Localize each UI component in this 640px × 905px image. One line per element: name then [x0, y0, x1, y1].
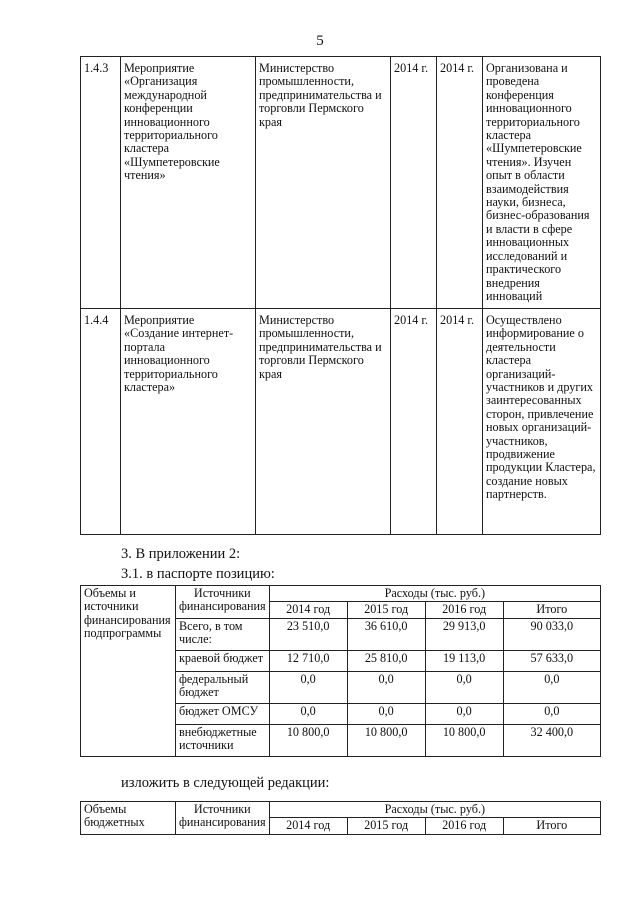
- measure-end: 2014 г.: [437, 309, 483, 535]
- source-cell: Всего, в том числе:: [176, 618, 270, 650]
- value-cell: 0,0: [269, 671, 347, 703]
- measure-event: Мероприятие «Организация международной конференции инновационного территориального кластера «Шумпетеровские чтения»: [121, 57, 256, 309]
- measure-start: 2014 г.: [391, 57, 437, 309]
- total-header: Итого: [503, 818, 600, 834]
- sources-header: Источники финансирования: [176, 802, 270, 835]
- measure-executor: Министерство промышленности, предпринимательства и торговли Пермского края: [256, 57, 391, 309]
- measures-table: [80, 56, 601, 535]
- table-row: [81, 57, 601, 309]
- expenses-header: Расходы (тыс. руб.): [269, 586, 600, 602]
- value-cell: 0,0: [347, 671, 425, 703]
- table-row: [81, 586, 601, 602]
- value-cell: 10 800,0: [269, 724, 347, 756]
- value-cell: 57 633,0: [503, 650, 600, 671]
- measure-event: Мероприятие «Создание интернет-портала инновационного территориального кластера»: [121, 309, 256, 535]
- measure-end: 2014 г.: [437, 57, 483, 309]
- measure-result: Осуществлено информирование о деятельности кластера организаций-участников и других заинтересованных сторон, привлечение новых организаций-участников, продвижение продукции Кластера, создание новых партнерств.: [483, 309, 601, 535]
- value-cell: 10 800,0: [347, 724, 425, 756]
- value-cell: 10 800,0: [425, 724, 503, 756]
- value-cell: 0,0: [503, 671, 600, 703]
- subsection-heading: 3.1. в паспорте позицию:: [121, 566, 275, 582]
- measure-number: 1.4.4: [81, 309, 121, 535]
- year-header: 2015 год: [347, 602, 425, 618]
- sources-header: Источники финансирования: [176, 586, 270, 619]
- value-cell: 36 610,0: [347, 618, 425, 650]
- measure-result: Организована и проведена конференция инновационного территориального кластера «Шумпетеровские чтения». Изучен опыт в области взаимодействия науки, бизнеса, бизнес-образования и власти в сфере инновационных исследований и практического внедрения инноваций: [483, 57, 601, 309]
- source-cell: бюджет ОМСУ: [176, 703, 270, 724]
- total-header: Итого: [503, 602, 600, 618]
- value-cell: 0,0: [347, 703, 425, 724]
- value-cell: 90 033,0: [503, 618, 600, 650]
- year-header: 2016 год: [425, 818, 503, 834]
- new-financing-table: [80, 801, 601, 835]
- source-cell: федеральный бюджет: [176, 671, 270, 703]
- measure-executor: Министерство промышленности, предпринимательства и торговли Пермского края: [256, 309, 391, 535]
- source-cell: внебюджетные источники: [176, 724, 270, 756]
- section-heading: 3. В приложении 2:: [121, 546, 241, 562]
- old-financing-table: [80, 585, 601, 757]
- page-number: 5: [316, 33, 324, 49]
- replace-instruction: изложить в следующей редакции:: [121, 775, 330, 791]
- table-row: [81, 309, 601, 535]
- row-label: Объемы и источники финансирования подпрограммы: [81, 586, 176, 757]
- expenses-header: Расходы (тыс. руб.): [269, 802, 600, 818]
- value-cell: 0,0: [269, 703, 347, 724]
- year-header: 2016 год: [425, 602, 503, 618]
- value-cell: 0,0: [425, 703, 503, 724]
- measure-start: 2014 г.: [391, 309, 437, 535]
- year-header: 2014 год: [269, 602, 347, 618]
- value-cell: 32 400,0: [503, 724, 600, 756]
- value-cell: 0,0: [503, 703, 600, 724]
- value-cell: 25 810,0: [347, 650, 425, 671]
- year-header: 2015 год: [347, 818, 425, 834]
- value-cell: 23 510,0: [269, 618, 347, 650]
- table-row: [81, 802, 601, 818]
- year-header: 2014 год: [269, 818, 347, 834]
- source-cell: краевой бюджет: [176, 650, 270, 671]
- value-cell: 19 113,0: [425, 650, 503, 671]
- value-cell: 0,0: [425, 671, 503, 703]
- measure-number: 1.4.3: [81, 57, 121, 309]
- value-cell: 12 710,0: [269, 650, 347, 671]
- row-label: Объемы бюджетных: [81, 802, 176, 835]
- value-cell: 29 913,0: [425, 618, 503, 650]
